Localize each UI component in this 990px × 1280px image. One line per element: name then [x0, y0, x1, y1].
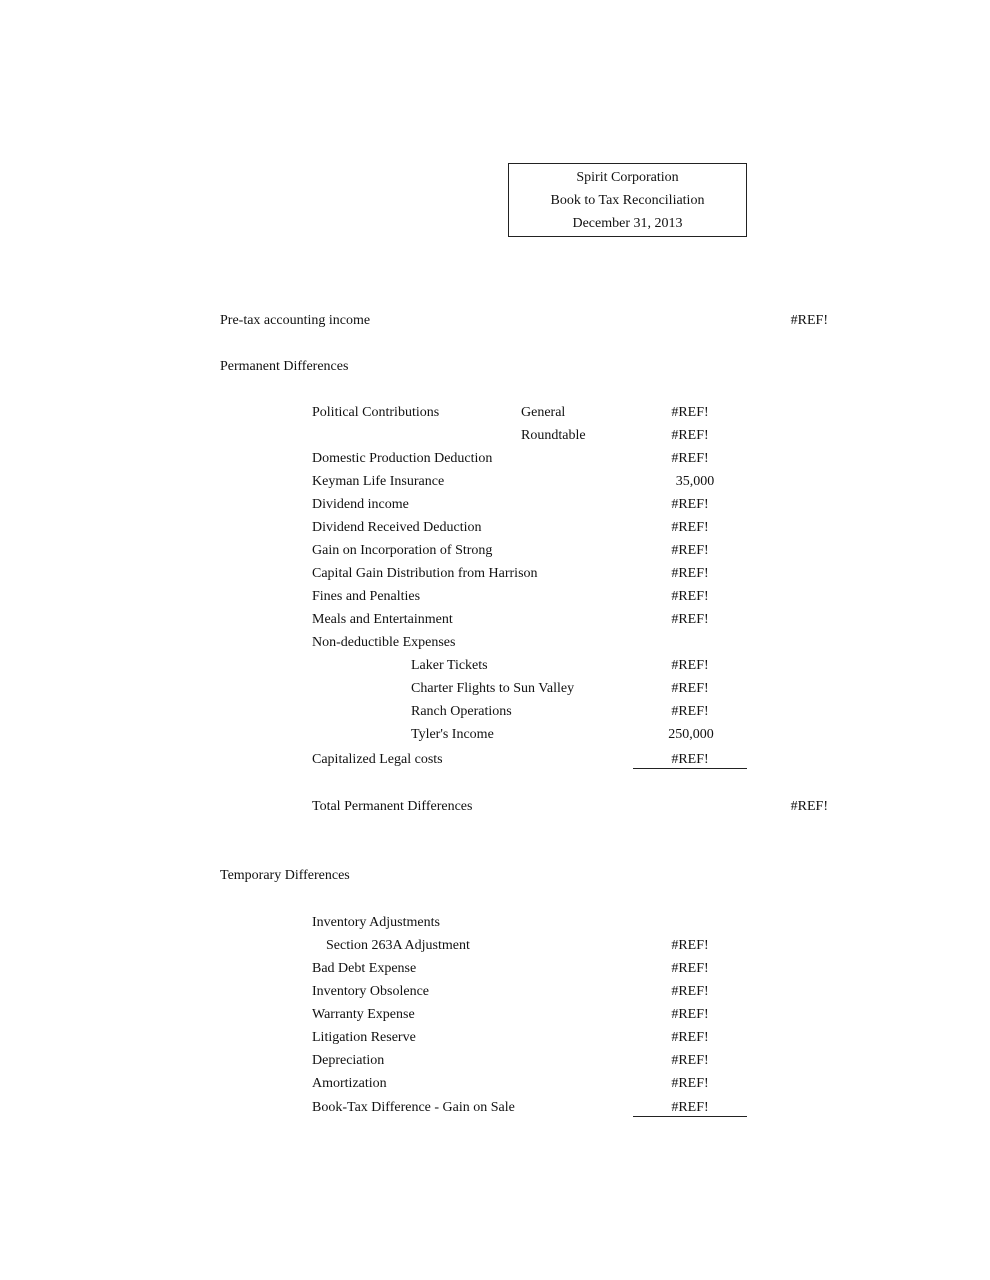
political-general-label: General — [521, 405, 566, 420]
nondeductible-item-label: Charter Flights to Sun Valley — [411, 681, 575, 696]
report-date: December 31, 2013 — [572, 216, 683, 231]
subtotal-underline — [633, 768, 747, 769]
total-permanent-label: Total Permanent Differences — [312, 799, 473, 814]
permanent-item-value: #REF! — [671, 589, 709, 604]
permanent-item-value: #REF! — [671, 520, 709, 535]
section-263a-value: #REF! — [671, 938, 709, 953]
permanent-item-value: #REF! — [671, 566, 709, 581]
permanent-item-label: Domestic Production Deduction — [312, 451, 493, 466]
nondeductible-item-label: Ranch Operations — [411, 704, 512, 719]
temporary-item-value: #REF! — [671, 1030, 709, 1045]
permanent-item-label: Keyman Life Insurance — [312, 474, 445, 489]
capitalized-legal-value: #REF! — [671, 752, 709, 767]
temporary-item-label: Depreciation — [312, 1053, 385, 1068]
report-name: Book to Tax Reconciliation — [550, 193, 705, 208]
total-permanent-value: #REF! — [790, 799, 828, 814]
pretax-label: Pre-tax accounting income — [220, 313, 371, 328]
temporary-item-value: #REF! — [671, 1053, 709, 1068]
nondeductible-item-label: Laker Tickets — [411, 658, 488, 673]
permanent-item-label: Gain on Incorporation of Strong — [312, 543, 493, 558]
temporary-item-label: Inventory Obsolence — [312, 984, 430, 999]
subtotal-underline — [633, 1116, 747, 1117]
permanent-item-label: Meals and Entertainment — [312, 612, 453, 627]
nondeductible-item-value: #REF! — [671, 704, 709, 719]
political-roundtable-value: #REF! — [671, 428, 709, 443]
permanent-item-value: #REF! — [671, 612, 709, 627]
temporary-item-value: #REF! — [671, 1007, 709, 1022]
gain-on-sale-value: #REF! — [671, 1100, 709, 1115]
permanent-item-label: Dividend Received Deduction — [312, 520, 482, 535]
pretax-value: #REF! — [790, 313, 828, 328]
permanent-item-value: 35,000 — [675, 474, 715, 489]
inventory-adjustments-label: Inventory Adjustments — [312, 915, 440, 930]
nondeductible-item-label: Tyler's Income — [411, 727, 494, 742]
permanent-item-label: Dividend income — [312, 497, 409, 512]
temporary-item-value: #REF! — [671, 961, 709, 976]
temporary-item-label: Amortization — [312, 1076, 387, 1091]
temporary-item-label: Warranty Expense — [312, 1007, 415, 1022]
political-general-value: #REF! — [671, 405, 709, 420]
section-263a-label: Section 263A Adjustment — [326, 938, 470, 953]
political-contributions-label: Political Contributions — [312, 405, 440, 420]
capitalized-legal-label: Capitalized Legal costs — [312, 752, 443, 767]
temporary-item-value: #REF! — [671, 984, 709, 999]
nondeductible-item-value: 250,000 — [668, 727, 714, 742]
temporary-item-label: Litigation Reserve — [312, 1030, 416, 1045]
permanent-item-value: #REF! — [671, 451, 709, 466]
permanent-heading: Permanent Differences — [220, 359, 349, 374]
permanent-item-value: #REF! — [671, 543, 709, 558]
permanent-item-label: Capital Gain Distribution from Harrison — [312, 566, 538, 581]
permanent-item-label: Fines and Penalties — [312, 589, 421, 604]
nondeductible-item-value: #REF! — [671, 681, 709, 696]
temporary-heading: Temporary Differences — [220, 868, 350, 883]
report-title-box — [508, 163, 747, 237]
political-roundtable-label: Roundtable — [521, 428, 586, 443]
company-name: Spirit Corporation — [576, 170, 679, 185]
nondeductible-label: Non-deductible Expenses — [312, 635, 456, 650]
temporary-item-value: #REF! — [671, 1076, 709, 1091]
nondeductible-item-value: #REF! — [671, 658, 709, 673]
permanent-item-value: #REF! — [671, 497, 709, 512]
gain-on-sale-label: Book-Tax Difference - Gain on Sale — [312, 1100, 515, 1115]
temporary-item-label: Bad Debt Expense — [312, 961, 417, 976]
